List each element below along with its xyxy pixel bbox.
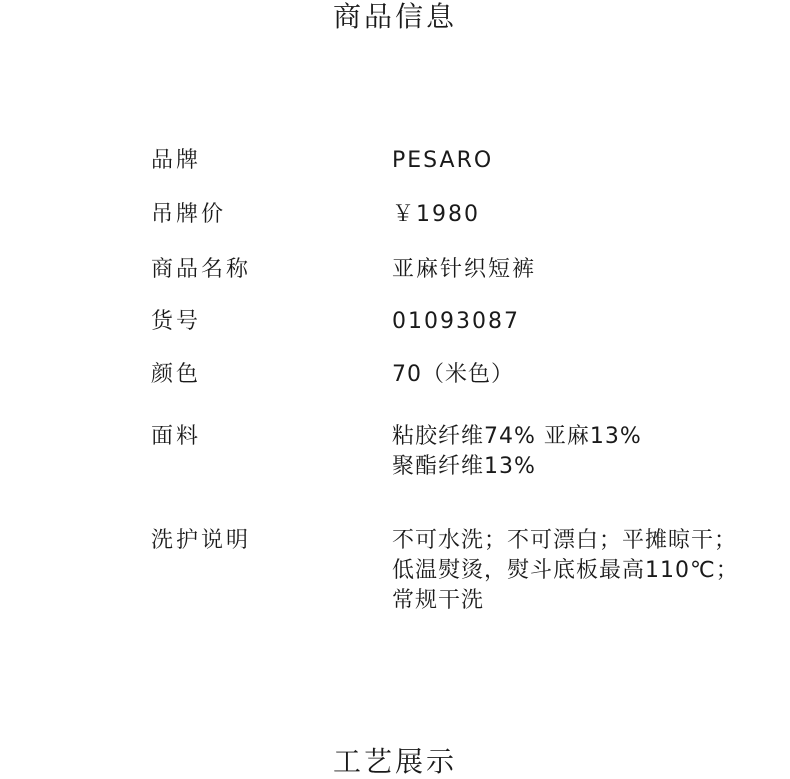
row-label: 面料 — [151, 424, 202, 449]
row-label: 货号 — [151, 309, 202, 334]
row-value — [392, 360, 772, 390]
value-line: 01093087 — [392, 309, 520, 334]
section-title: 商品信息 — [332, 0, 457, 33]
row-label: 商品名称 — [151, 257, 252, 282]
row-value — [392, 200, 772, 230]
value-line: 不可水洗；不可漂白；平摊晾干； — [392, 528, 738, 553]
row-value — [392, 146, 772, 176]
row-label: 吊牌价 — [151, 202, 227, 227]
value-line: 粘胶纤维74% 亚麻13% — [392, 424, 642, 449]
value-line: ￥1980 — [392, 202, 480, 227]
row-label: 颜色 — [151, 362, 202, 387]
value-line: PESARO — [392, 148, 494, 173]
value-line: 亚麻针织短裤 — [392, 257, 537, 282]
value-line: 常规干洗 — [392, 588, 485, 613]
next-section-title: 工艺展示 — [332, 745, 457, 778]
row-value — [392, 307, 772, 337]
row-value — [392, 255, 772, 285]
row-label: 洗护说明 — [151, 528, 252, 553]
row-label: 品牌 — [151, 148, 202, 173]
row-value — [392, 526, 772, 616]
value-line: 低温熨烫，熨斗底板最高110℃； — [392, 558, 739, 583]
value-line: 70（米色） — [392, 362, 514, 387]
value-line: 聚酯纤维13% — [392, 454, 536, 479]
row-value — [392, 422, 772, 482]
